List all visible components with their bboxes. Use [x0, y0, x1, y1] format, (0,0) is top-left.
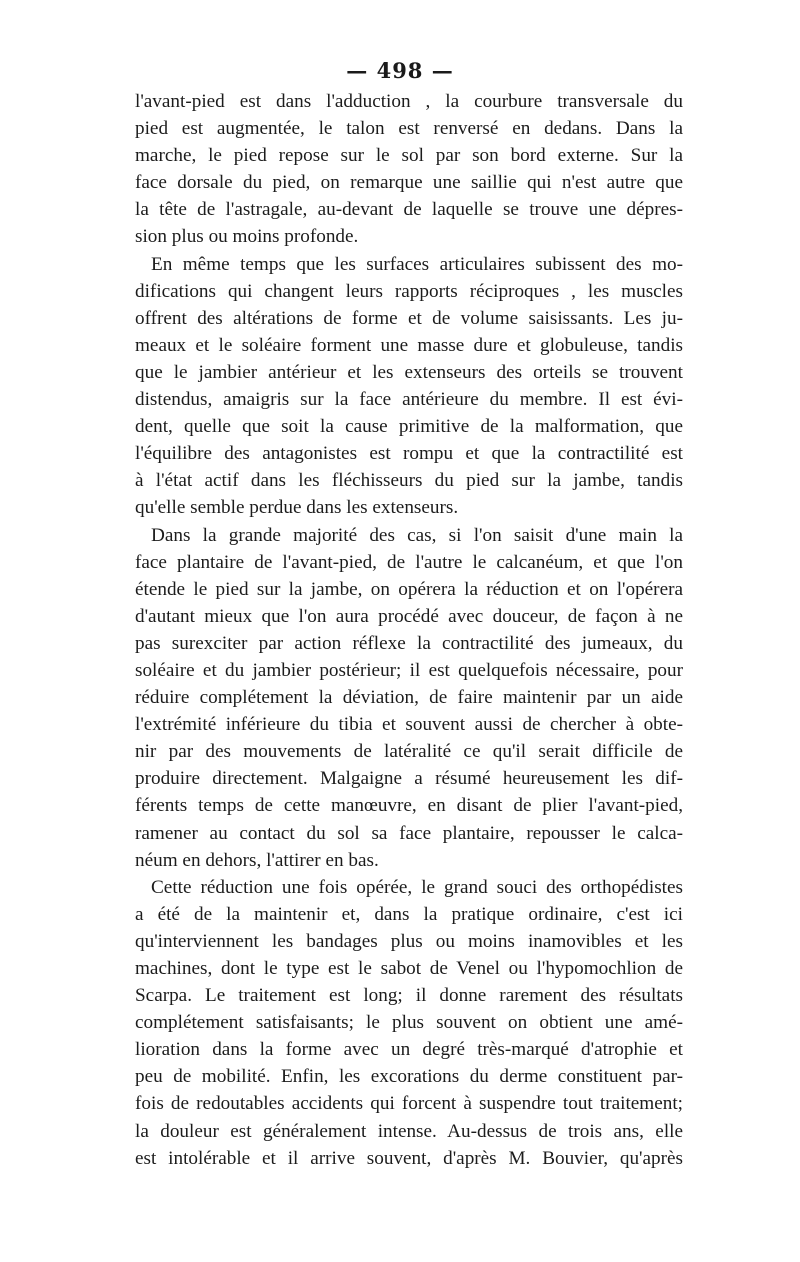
- text-line: la tête de l'astragale, au-devant de laquelle se trouve une dépres-: [135, 199, 683, 221]
- text-line: complétement satisfaisants; le plus souvent on obtient une amé-: [135, 1012, 683, 1034]
- text-line: a été de la maintenir et, dans la pratique ordinaire, c'est ici: [135, 903, 683, 925]
- text-line: dent, quelle que soit la cause primitive de la malformation, que: [135, 416, 683, 438]
- text-line: difications qui changent leurs rapports réciproques , les muscles: [135, 280, 683, 302]
- text-line: pied est augmentée, le talon est renversé en dedans. Dans la: [135, 118, 683, 140]
- text-line: nir par des mouvements de latéralité ce qu'il serait difficile de: [135, 741, 683, 763]
- text-line: à l'état actif dans les fléchisseurs du pied sur la jambe, tandis: [135, 470, 683, 492]
- text-line: l'extrémité inférieure du tibia et souvent aussi de chercher à obte-: [135, 714, 683, 736]
- text-line: qu'elle semble perdue dans les extenseurs.: [135, 497, 459, 519]
- text-line: l'avant-pied est dans l'adduction , la courbure transversale du: [135, 91, 683, 112]
- text-line: soléaire et du jambier postérieur; il est quelquefois nécessaire, pour: [135, 659, 683, 681]
- text-line: offrent des altérations de forme et de volume saisissants. Les ju-: [135, 307, 683, 329]
- text-line: Cette réduction une fois opérée, le grand souci des orthopédistes: [151, 876, 683, 898]
- text-line: En même temps que les surfaces articulaires subissent des mo-: [151, 253, 683, 275]
- text-line: qu'interviennent les bandages plus ou moins inamovibles et les: [135, 930, 683, 952]
- text-line: néum en dehors, l'attirer en bas.: [135, 849, 379, 871]
- text-line: sion plus ou moins profonde.: [135, 226, 359, 248]
- text-line: lioration dans la forme avec un degré très-marqué d'atrophie et: [135, 1039, 683, 1061]
- text-line: ramener au contact du sol sa face plantaire, repousser le calca-: [135, 822, 683, 844]
- text-line: la douleur est généralement intense. Au-dessus de trois ans, elle: [135, 1120, 683, 1142]
- text-line: fois de redoutables accidents qui forcent à suspendre tout traitement;: [135, 1093, 683, 1115]
- text-line: Dans la grande majorité des cas, si l'on saisit d'une main la: [151, 524, 683, 546]
- text-line: pas surexciter par action réflexe la contractilité des jumeaux, du: [135, 632, 683, 654]
- text-line: réduire complétement la déviation, de faire maintenir par un aide: [135, 687, 683, 709]
- body-text: [135, 88, 683, 1172]
- text-line: distendus, amaigris sur la face antérieure du membre. Il est évi-: [135, 389, 683, 411]
- text-line: face dorsale du pied, on remarque une saillie qui n'est autre que: [135, 172, 683, 194]
- text-line: férents temps de cette manœuvre, en disant de plier l'avant-pied,: [135, 795, 683, 817]
- text-line: meaux et le soléaire forment une masse dure et globuleuse, tandis: [135, 334, 683, 356]
- text-line: étende le pied sur la jambe, on opérera la réduction et on l'opérera: [135, 578, 683, 600]
- page-number: — 498 —: [346, 58, 454, 83]
- text-line: l'équilibre des antagonistes est rompu et que la contractilité est: [135, 443, 683, 465]
- text-line: est intolérable et il arrive souvent, d'après M. Bouvier, qu'après: [135, 1147, 683, 1169]
- text-line: face plantaire de l'avant-pied, de l'autre le calcanéum, et que l'on: [135, 551, 683, 573]
- text-line: peu de mobilité. Enfin, les excorations du derme constituent par-: [135, 1066, 683, 1088]
- text-line: d'autant mieux que l'on aura procédé avec douceur, de façon à ne: [135, 605, 683, 627]
- text-line: machines, dont le type est le sabot de Venel ou l'hypomochlion de: [135, 958, 683, 979]
- text-line: produire directement. Malgaigne a résumé heureusement les dif-: [135, 768, 683, 790]
- text-line: Scarpa. Le traitement est long; il donne rarement des résultats: [135, 985, 683, 1007]
- text-line: que le jambier antérieur et les extenseurs des orteils se trouvent: [135, 361, 683, 383]
- text-line: marche, le pied repose sur le sol par son bord externe. Sur la: [135, 145, 683, 167]
